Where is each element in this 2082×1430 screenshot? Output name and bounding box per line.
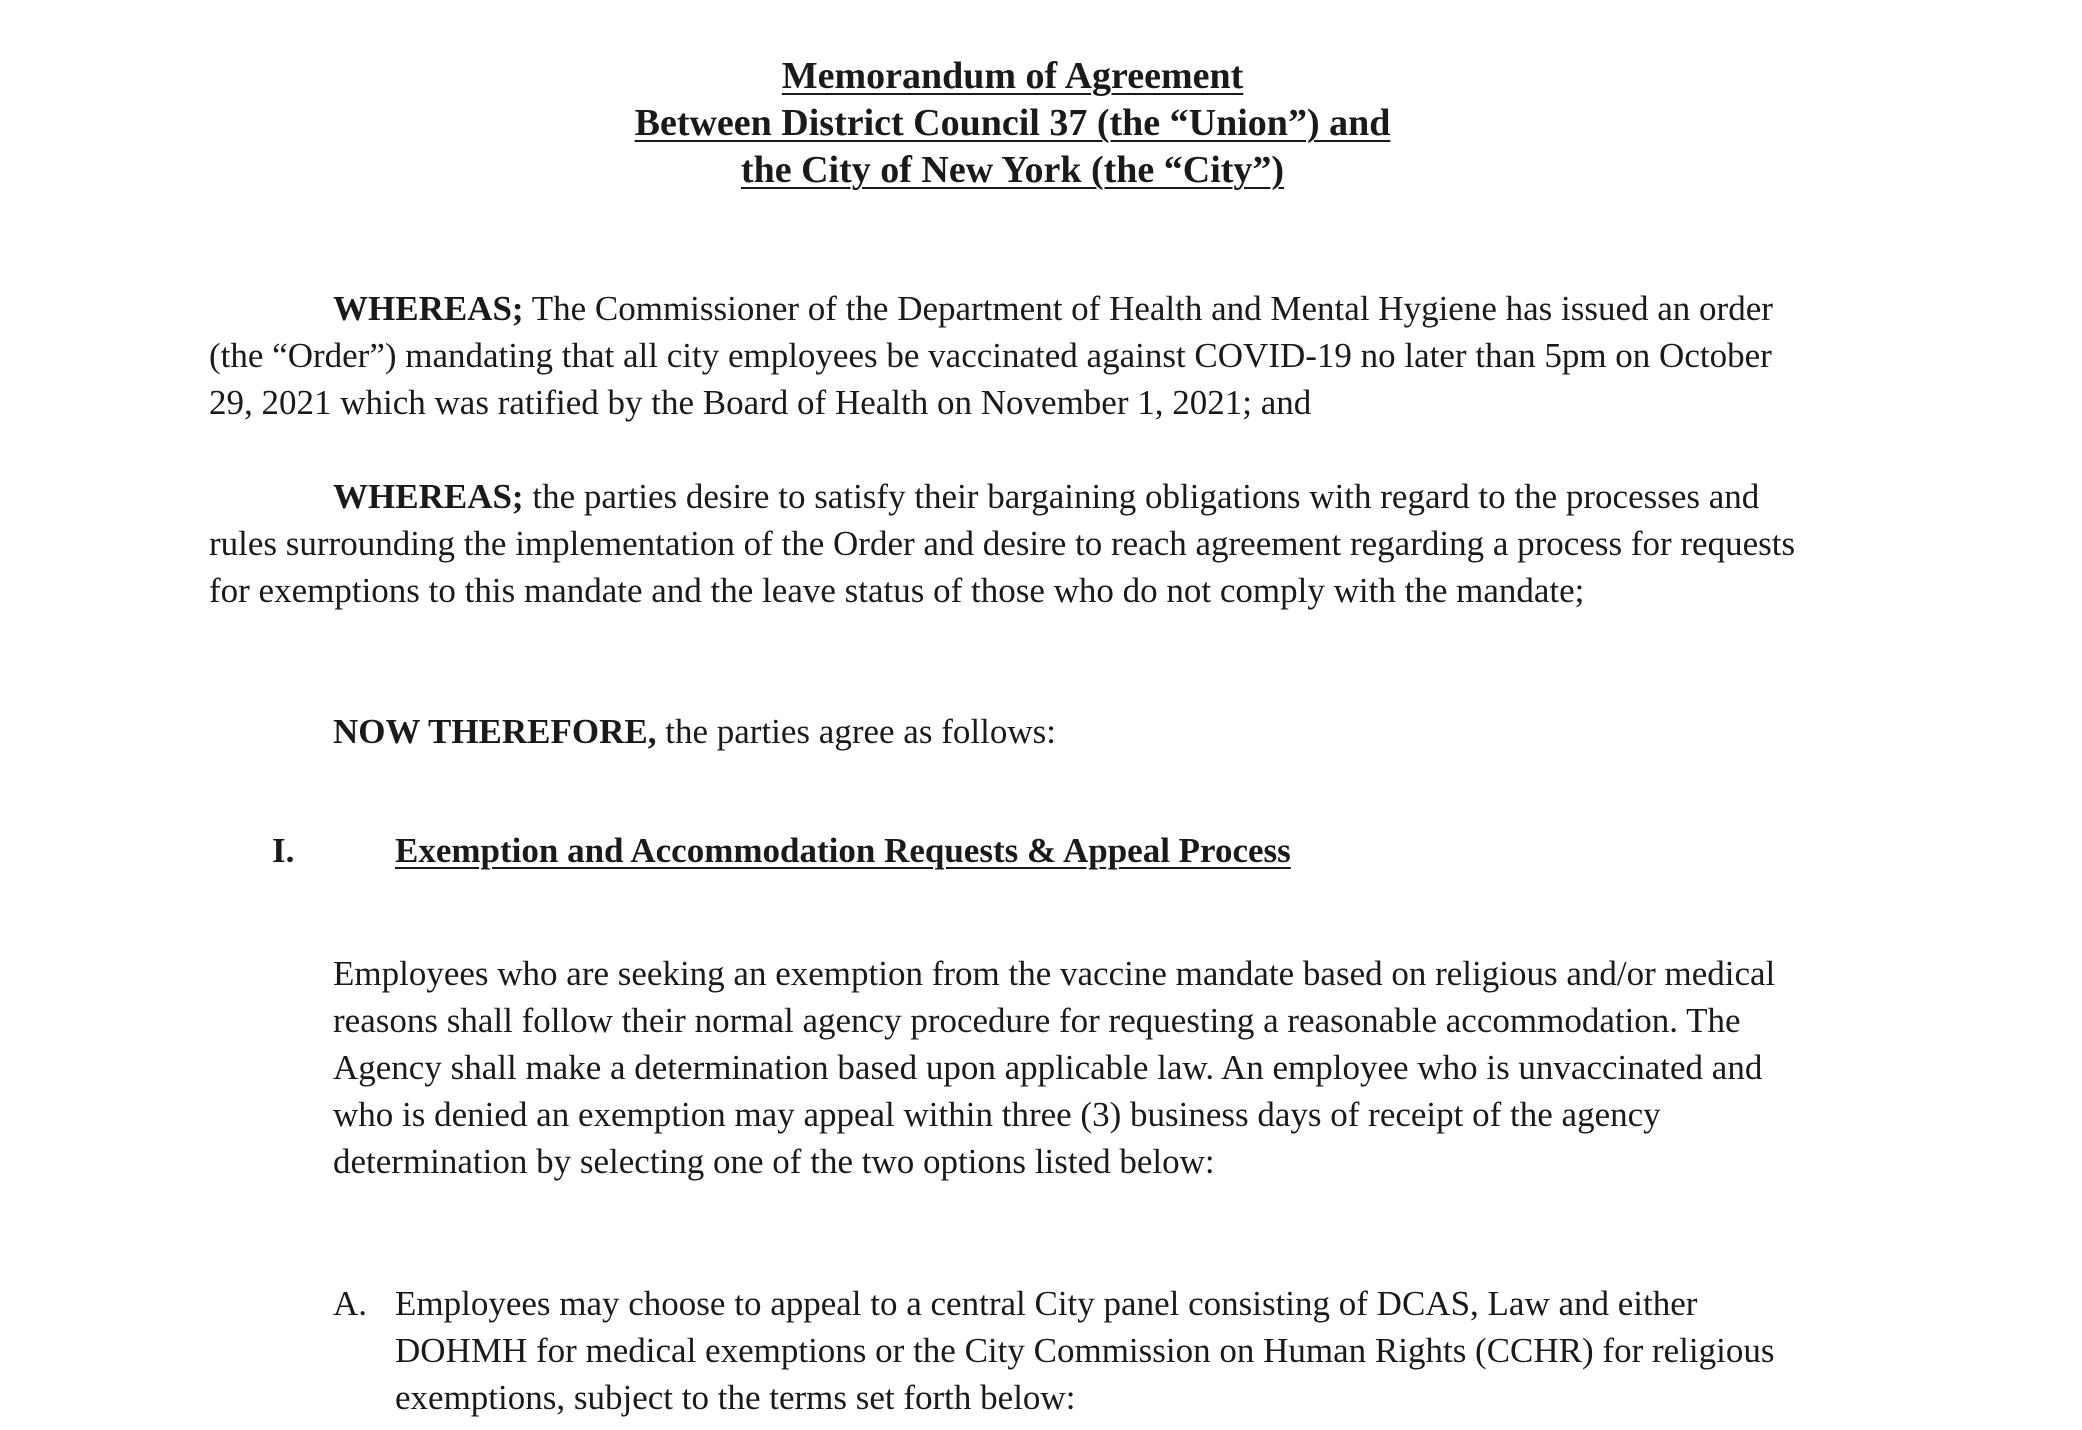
title-line-1: Memorandum of Agreement — [781, 55, 1244, 97]
whereas-text: the parties desire to satisfy their bargaining obligations with regard to the processes and rules surrounding the implementation of the Order and desire to reach agreement regarding a process for requests for exemptions to this mandate and the leave status of those who do not comply with the mandate; — [209, 477, 1796, 610]
whereas-text: The Commissioner of the Department of Health and Mental Hygiene has issued an order (the “Order”) mandating that all city employees be vaccinated against COVID-19 no later than 5pm on October 29, 2021 which was ratified by the Board of Health on November 1, 2021; and — [209, 289, 1773, 422]
now-therefore-lead: NOW THEREFORE, — [333, 712, 657, 751]
now-therefore-text: the parties agree as follows: — [656, 712, 1056, 751]
list-item-text: Employees may choose to appeal to a central City panel consisting of DCAS, Law and either DOHMH for medical exemptions or the City Commission on Human Rights (CCHR) for religious exemptions, subject to the terms set forth below: — [395, 1284, 1775, 1417]
section-title: Exemption and Accommodation Requests & Appeal Process — [395, 831, 1291, 870]
title-line-2: Between District Council 37 (the “Union”) and — [634, 102, 1391, 144]
whereas-lead: WHEREAS; — [333, 477, 524, 516]
whereas-lead: WHEREAS; — [333, 289, 524, 328]
whereas-paragraph-2 — [209, 473, 1814, 614]
list-item-marker: A. — [333, 1284, 368, 1323]
document-title — [0, 53, 2025, 194]
whereas-paragraph-1 — [209, 285, 1814, 426]
title-line-3: the City of New York (the “City”) — [740, 149, 1285, 191]
section-body-paragraph: Employees who are seeking an exemption from the vaccine mandate based on religious and/or medical reasons shall follow their normal agency procedure for requesting a reasonable accommodation. The Agency shall make a determination based upon applicable law. An employee who is unvaccinated and who is denied an exemption may appeal within three (3) business days of receipt of the agency determination by selecting one of the two options listed below: — [333, 954, 1776, 1181]
section-number: I. — [272, 831, 295, 870]
now-therefore-paragraph — [209, 708, 1814, 755]
